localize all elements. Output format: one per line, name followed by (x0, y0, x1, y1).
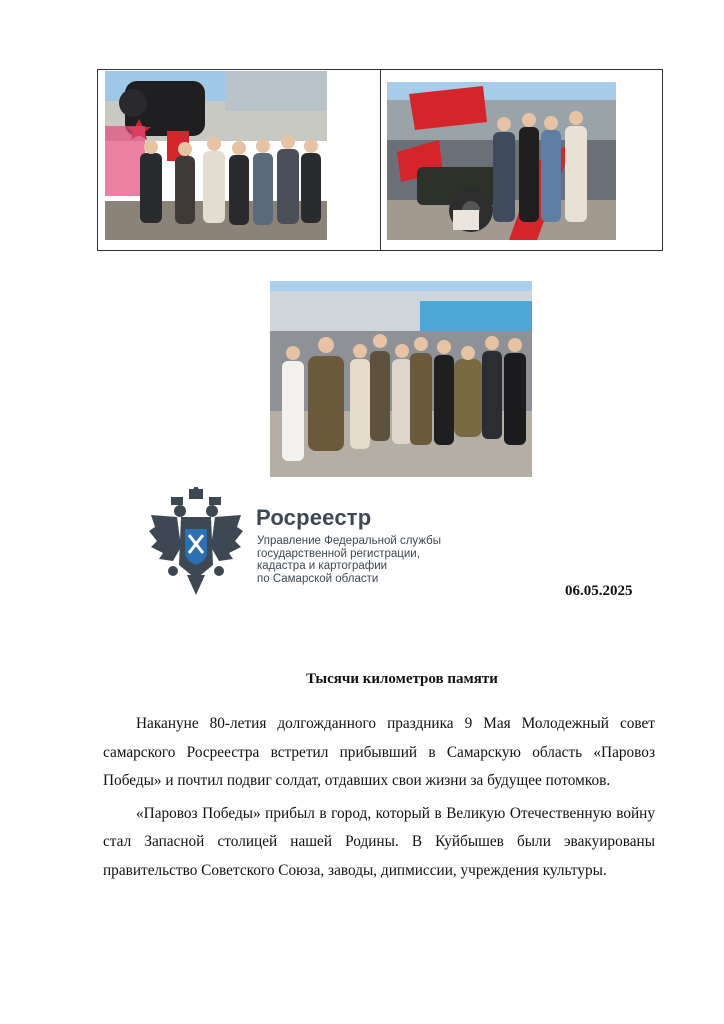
org-subtitle-line: государственной регистрации, (257, 547, 420, 560)
article-title: Тысячи километров памяти (306, 671, 498, 687)
org-subtitle-line: Управление Федеральной службы (257, 535, 441, 547)
rosreestr-logo (147, 487, 477, 597)
org-subtitle (257, 535, 441, 585)
article-paragraph: Накануне 80-летия долгожданного праздника 9 Мая Молодежный совет самарского Росреестра встретил прибывший в Самарскую область «Паровоз Победы» и почтил подвиг солдат, отдавших свои жизни за будущее потомков. (103, 715, 655, 789)
article-paragraph: «Паровоз Победы» прибыл в город, который в Великую Отечественную войну стал Запасной столицей нашей Родины. В Куйбышев были эвакуированы правительство Советского Союза, заводы, дипмиссии, учреждения культуры. (103, 804, 655, 879)
document-date: 06.05.2025 (565, 583, 633, 599)
article-body (103, 710, 655, 885)
org-subtitle-line: по Самарской области (257, 572, 379, 585)
photo-train-group (105, 71, 327, 240)
double-headed-eagle-icon (147, 487, 245, 597)
org-name: Росреестр (256, 505, 372, 530)
photo-platform-group (270, 281, 532, 477)
photo-cannon-flag (387, 82, 616, 240)
org-subtitle-line: кадастра и картографии (257, 560, 388, 573)
article-title-wrap (0, 671, 724, 688)
photo-table (97, 69, 663, 251)
photo-cell-right (380, 70, 663, 250)
photo-cell-left (98, 70, 380, 250)
